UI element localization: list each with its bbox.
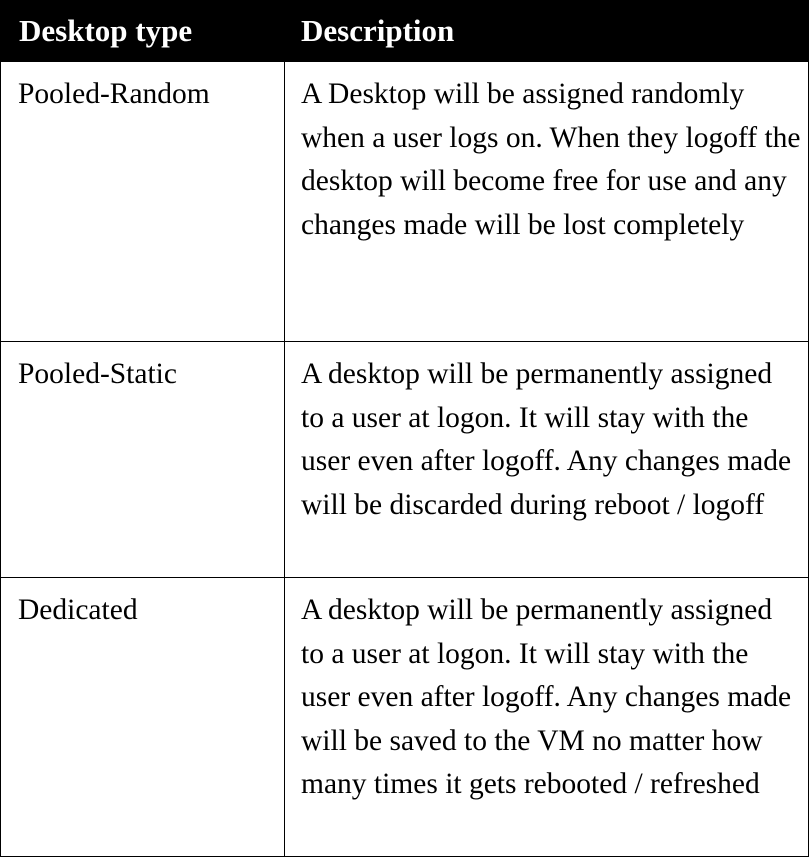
header-description: Description [285,1,809,62]
desktop-type-cell: Dedicated [1,578,285,857]
table-row-pooled-static [1,342,809,578]
table-body [1,62,809,857]
header-desktop-type: Desktop type [1,1,285,62]
description-cell: A Desktop will be assigned randomly when a user logs on. When they logoff the desktop will become free for use and any changes made will be lost completely [285,62,809,342]
table-row-dedicated [1,578,809,857]
description-cell: A desktop will be permanently assigned to a user at logon. It will stay with the user even after logoff. Any changes made will be saved to the VM no matter how many times it gets rebooted / refreshed [285,578,809,857]
table-header [1,1,809,62]
table-row-pooled-random [1,62,809,342]
desktop-type-cell: Pooled-Static [1,342,285,578]
description-cell: A desktop will be permanently assigned to a user at logon. It will stay with the user even after logoff. Any changes made will be discarded during reboot / logoff [285,342,809,578]
header-row [1,1,809,62]
desktop-type-cell: Pooled-Random [1,62,285,342]
